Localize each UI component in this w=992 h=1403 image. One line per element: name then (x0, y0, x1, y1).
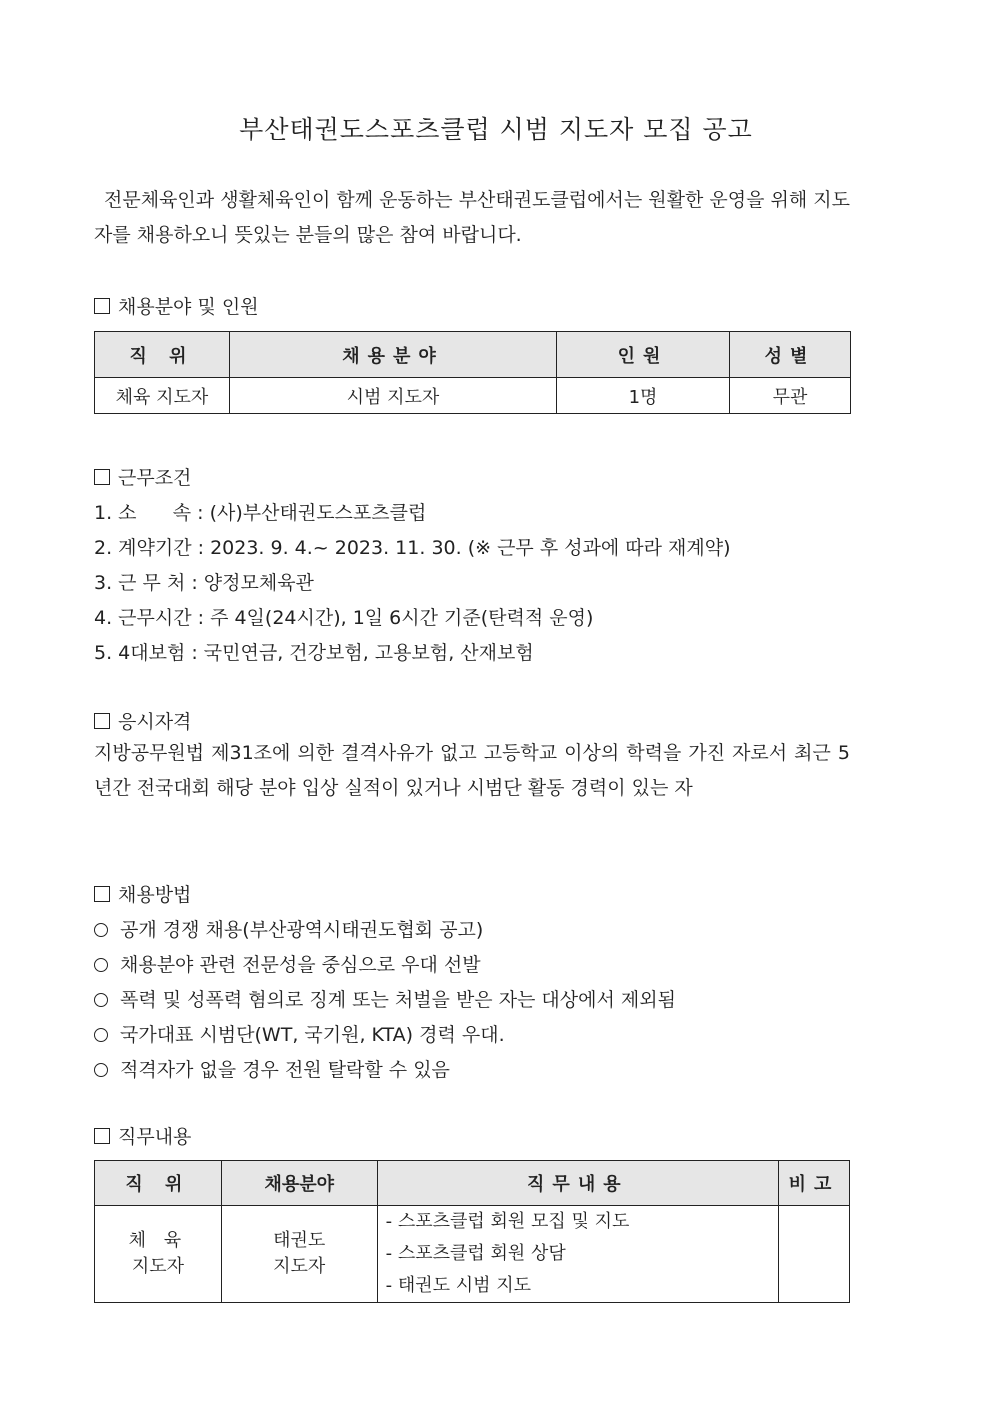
method-item-text: 국가대표 시범단(WT, 국기원, KTA) 경력 우대. (120, 1024, 505, 1046)
recruit-heading-text: 채용분야 및 인원 (118, 296, 259, 318)
cell-gender: 무관 (730, 378, 851, 414)
header-field: 채용분야 (230, 332, 557, 378)
method-heading (94, 880, 191, 907)
cell-position: 체육 지도자 (95, 378, 230, 414)
position-line: 지도자 (131, 1256, 184, 1277)
header-count: 인원 (557, 332, 730, 378)
condition-item: 5. 4대보험 : 국민연금, 건강보험, 고용보험, 산재보험 (94, 642, 534, 664)
cell-field (221, 1206, 377, 1303)
condition-item: 3. 근 무 처 : 양정모체육관 (94, 572, 314, 594)
recruit-table (94, 331, 851, 414)
circle-bullet-icon (94, 993, 108, 1007)
header-note: 비고 (779, 1161, 850, 1206)
duties-table-header (95, 1161, 850, 1206)
duty-item: - 태권도 시범 지도 (385, 1275, 532, 1296)
list-item (94, 1055, 450, 1082)
checkbox-square-icon (94, 713, 110, 729)
duty-item: - 스포츠클럽 회원 모집 및 지도 (385, 1211, 630, 1232)
method-item-text: 채용분야 관련 전문성을 중심으로 우대 선발 (120, 954, 481, 976)
field-line: 지도자 (273, 1256, 326, 1277)
conditions-heading (94, 463, 191, 490)
method-item-text: 공개 경쟁 채용(부산광역시태권도협회 공고) (120, 919, 484, 941)
cell-position (95, 1206, 222, 1303)
page-title: 부산태권도스포츠클럽 시범 지도자 모집 공고 (239, 115, 753, 144)
circle-bullet-icon (94, 1063, 108, 1077)
checkbox-square-icon (94, 298, 110, 314)
list-item (94, 915, 483, 942)
header-field: 채용분야 (221, 1161, 377, 1206)
header-position: 직 위 (95, 332, 230, 378)
header-position: 직 위 (95, 1161, 222, 1206)
cell-count: 1명 (557, 378, 730, 414)
condition-item: 1. 소 속 : (사)부산태권도스포츠클럽 (94, 502, 427, 524)
list-item (94, 1020, 505, 1047)
cell-duties (377, 1206, 778, 1303)
condition-item: 2. 계약기간 : 2023. 9. 4.~ 2023. 11. 30. (※ 근무 후 성과에 따라 재계약) (94, 537, 731, 559)
qualification-text: 지방공무원법 제31조에 의한 결격사유가 없고 고등학교 이상의 학력을 가진 자로서 최근 5년간 전국대회 해당 분야 입상 실적이 있거나 시범단 활동 경력이 있는 자 (94, 742, 850, 799)
recruit-table-header (95, 332, 851, 378)
table-row (95, 1206, 850, 1303)
qualification-heading (94, 707, 191, 734)
list-item (94, 985, 676, 1012)
checkbox-square-icon (94, 886, 110, 902)
header-gender: 성별 (730, 332, 851, 378)
list-item (94, 950, 481, 977)
recruit-heading (94, 292, 259, 319)
method-item-text: 적격자가 없을 경우 전원 탈락할 수 있음 (120, 1059, 450, 1081)
condition-item: 4. 근무시간 : 주 4일(24시간), 1일 6시간 기준(탄력적 운영) (94, 607, 594, 629)
conditions-heading-text: 근무조건 (118, 467, 192, 489)
checkbox-square-icon (94, 1128, 110, 1144)
circle-bullet-icon (94, 1028, 108, 1042)
intro-paragraph: 전문체육인과 생활체육인이 함께 운동하는 부산태권도클럽에서는 원활한 운영을 위해 지도자를 채용하오니 뜻있는 분들의 많은 참여 바랍니다. (94, 189, 850, 246)
table-row (95, 378, 851, 414)
field-line: 태권도 (273, 1230, 326, 1251)
duty-item: - 스포츠클럽 회원 상담 (385, 1243, 566, 1264)
circle-bullet-icon (94, 958, 108, 972)
duties-heading-text: 직무내용 (118, 1126, 192, 1148)
checkbox-square-icon (94, 469, 110, 485)
qualification-heading-text: 응시자격 (118, 711, 192, 733)
method-heading-text: 채용방법 (118, 884, 192, 906)
position-line: 체 육 (128, 1230, 188, 1251)
duties-table (94, 1160, 850, 1303)
circle-bullet-icon (94, 923, 108, 937)
duties-heading (94, 1122, 191, 1149)
cell-note (779, 1206, 850, 1303)
cell-field: 시범 지도자 (230, 378, 557, 414)
method-item-text: 폭력 및 성폭력 혐의로 징계 또는 처벌을 받은 자는 대상에서 제외됨 (120, 989, 676, 1011)
header-duties: 직무내용 (377, 1161, 778, 1206)
